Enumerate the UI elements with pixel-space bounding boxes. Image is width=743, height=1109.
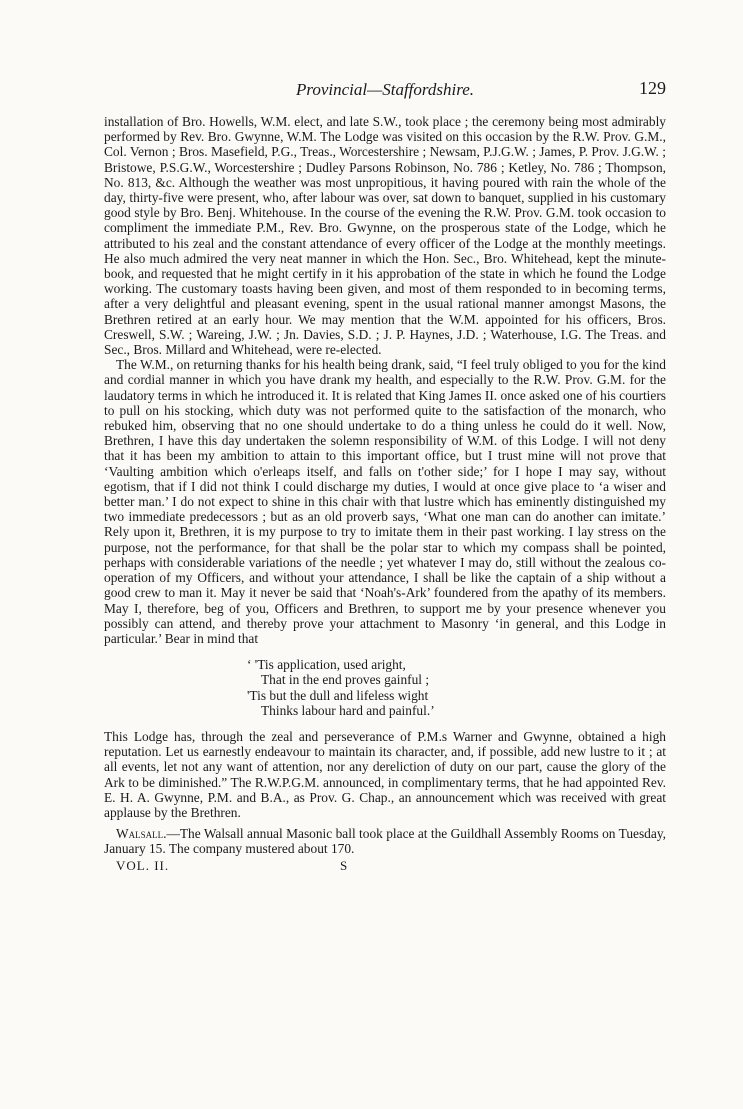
paragraph-walsall — [104, 826, 666, 856]
running-title: Provincial—Staffordshire. — [295, 80, 475, 99]
page-number: 129 — [639, 78, 666, 98]
book-page — [104, 78, 666, 874]
verse-line: Thinks labour hard and painful.’ — [261, 702, 435, 718]
walsall-heading: Walsall. — [116, 826, 167, 842]
signature-mark: S — [340, 857, 348, 873]
page-footer — [104, 858, 666, 874]
paragraph-wm-speech: The W.M., on returning thanks for his health being drank, said, “I feel truly obliged to you for the kind and cordial manner in which you have drank my health, and especially to the R.W. Prov. G.M. for the laudatory terms in which he introduced it. It is related that King James II. once asked one of his courtiers to pull on his stocking, which duty was not performed quite to the satisfaction of the monarch, who rebuked him, observing that no one should undertake to do a thing unless he could do it well. Now, Brethren, I have this day undertaken the solemn responsibility of W.M. of this Lodge. I will not deny that it has been my ambition to attain to this important office, but I trust mine will not prove that ‘Vaulting ambition which o'erleaps itself, and falls on t'other side;’ for I hope I may say, without egotism, that if I did not think I could discharge my duties, I would at once give place to ‘a wiser and better man.’ I do not expect to shine in this chair with that lustre which has eminently distinguished my two immediate predecessors ; but as an old proverb says, ‘What one man can do another can imitate.’ Rely upon it, Brethren, it is my purpose to try to imitate them in their past working. I lay stress on the purpose, not the performance, for that shall be the polar star to which my compass shall be pointed, perhaps with considerable variations of the needle ; yet whatever I may do, still without the zealous co-operation of my Officers, and without your attendance, I shall be like the captain of a ship without a good crew to man it. May it never be said that ‘Noah's-Ark’ foundered from the apathy of its members. May I, therefore, beg of you, Officers and Brethren, to support me by your presence whenever you possibly can attend, and thereby prove your attachment to Masonry ‘in general, and this Lodge in particular.’ Bear in mind that — [104, 357, 666, 646]
verse-line: That in the end proves gainful ; — [261, 672, 430, 688]
verse-line: 'Tis but the dull and lifeless wight — [247, 687, 429, 703]
paragraph-installation: installation of Bro. Howells, W.M. elect, and late S.W., took place ; the ceremony being most admirably performed by Rev. Bro. Gwynne, W.M. The Lodge was visited on this occasion by the R.W. Prov. G.M., Col. Vernon ; Bros. Masefield, P.G., Treas., Worcestershire ; Newsam, P.J.G.W. ; James, P. Prov. J.G.W. ; Bristowe, P.S.G.W., Worcestershire ; Dudley Parsons Robinson, No. 786 ; Ketley, No. 786 ; Thompson, No. 813, &c. Although the weather was most unpropitious, it having poured with rain the whole of the day, thirty-five were present, who, after labour was over, sat down to banquet, supplied in his customary good style by Bro. Benj. Whitehouse. In the course of the evening the R.W. Prov. G.M. took occasion to compliment the immediate P.M., Rev. Bro. Gwynne, on the prosperous state of the Lodge, which he attributed to his zeal and the constant attendance of every officer of the Lodge at the monthly meetings. He also much admired the very neat manner in which the Hon. Sec., Bro. Whitehead, kept the minute-book, and requested that he might certify in it his approbation of the state in which he found the Lodge working. The customary toasts having been given, and most of them responded to in becoming terms, after a very delightful and pleasant evening, spent in the usual rational manner amongst Masons, the Brethren retired at an early hour. We may mention that the W.M. appointed for his officers, Bros. Creswell, S.W. ; Wareing, J.W. ; Jn. Davies, S.D. ; J. P. Haynes, J.D. ; Waterhouse, I.G. The Treas. and Sec., Bros. Millard and Whitehead, were re-elected. — [104, 114, 666, 358]
page-header — [104, 78, 666, 106]
paragraph-lodge-reputation: This Lodge has, through the zeal and perseverance of P.M.s Warner and Gwynne, obtained a high reputation. Let us earnestly endeavour to maintain its character, and, if possible, add new lustre to it ; at all events, let not any want of attention, nor any dereliction of duty on our part, cause the glory of the Ark to be diminished.” The R.W.P.G.M. announced, in complimentary terms, that he had appointed Rev. E. H. A. Gwynne, P.M. and B.A., as Prov. G. Chap., an announcement which was received with great applause by the Brethren. — [104, 728, 666, 820]
verse-quotation — [247, 657, 666, 718]
volume-label: VOL. II. — [116, 857, 170, 873]
verse-line: ‘ 'Tis application, used aright, — [247, 657, 406, 673]
walsall-text: —The Walsall annual Masonic ball took place at the Guildhall Assembly Rooms on Tuesday, January 15. The company mustered about 170. — [104, 826, 666, 857]
